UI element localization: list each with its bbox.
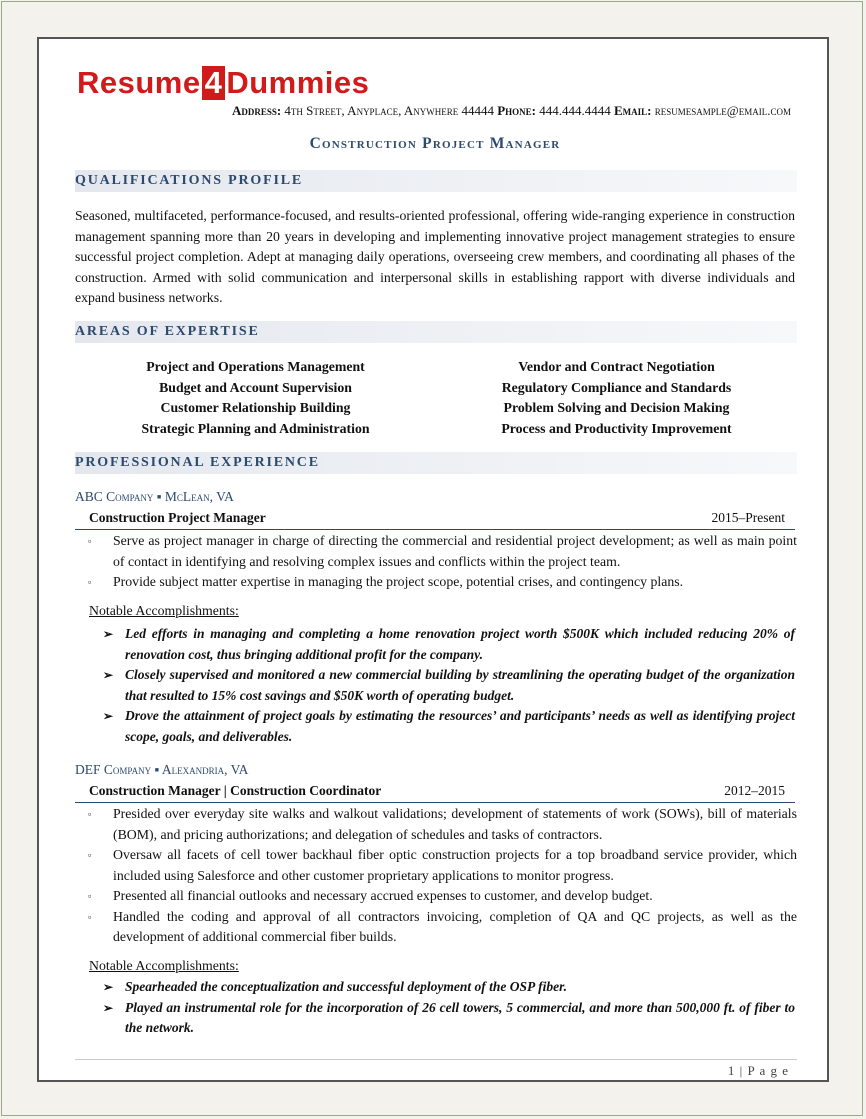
square-bullet-icon: ▫ xyxy=(88,911,92,922)
expertise-item: Regulatory Compliance and Standards xyxy=(501,379,732,395)
email-value: resumesample@email.com xyxy=(654,103,791,118)
section-qualifications: QUALIFICATIONS PROFILE xyxy=(75,170,797,192)
logo-text-dummies: Dummies xyxy=(226,65,370,100)
list-item: ➢ Led efforts in managing and completing a home renovation project worth $500K which included reducing 20% of renovation cost, thus bringing additional profit for the company. xyxy=(103,626,795,662)
arrow-bullet-icon: ➢ xyxy=(103,709,114,723)
expertise-item: Budget and Account Supervision xyxy=(159,379,352,395)
notable-accomplishments-label: Notable Accomplishments: xyxy=(89,603,239,618)
job-dates: 2012–2015 xyxy=(724,783,785,798)
list-item: ➢ Played an instrumental role for the incorporation of 26 cell towers, 5 commercial, and more than 500,000 ft. of fiber to the network. xyxy=(103,999,795,1035)
qualifications-paragraph: Seasoned, multifaceted, performance-focused, and results-oriented professional, offering wide-ranging experience in construction management spanning more than 20 years in developing and implementing innovative project management strategies to ensure successful project completion. Adept at managing daily operations, overseeing crew members, and coordinating all phases of the construction. Armed with solid communication and interpersonal skills in establishing rapport with diverse individuals and expand business networks. xyxy=(75,208,795,305)
company-name: ABC Company ▪ McLean, VA xyxy=(75,489,234,504)
list-item: ▫ Presented all financial outlooks and necessary accrued expenses to customer, and develop budget. xyxy=(75,886,797,907)
email-label: Email: xyxy=(614,103,652,118)
expertise-column-right xyxy=(436,357,797,439)
square-bullet-icon: ▫ xyxy=(88,809,92,819)
contact-line xyxy=(232,103,791,119)
square-bullet-icon: ▫ xyxy=(88,891,92,901)
expertise-item: Project and Operations Management xyxy=(146,359,365,374)
address-label: Address: xyxy=(231,103,282,118)
job-bullets xyxy=(75,531,797,593)
arrow-bullet-icon: ➢ xyxy=(103,1000,114,1015)
expertise-item: Customer Relationship Building xyxy=(160,400,351,415)
phone-label: Phone: xyxy=(497,103,537,118)
job-dates: 2015–Present xyxy=(711,510,785,525)
document-title: Construction Project Manager xyxy=(309,135,561,152)
job-role-row xyxy=(75,782,795,803)
list-item: ➢ Drove the attainment of project goals by estimating the resources’ and participants’ needs as well as identifying project scope, goals, and deliverables. xyxy=(103,708,795,744)
expertise-column-left xyxy=(75,357,436,439)
accomplishment-list xyxy=(75,624,795,747)
list-item: ▫ Serve as project manager in charge of directing the commercial and residential project development; as well as main point of contact in identifying and resolving complex issues and conflicts within the project team. xyxy=(88,533,797,569)
list-item: ▫ Handled the coding and approval of all contractors invoicing, completion of QA and QC projects, as well as the development of additional commercial fiber builds. xyxy=(88,908,797,944)
address-value: 4th Street, Anyplace, Anywhere 44444 xyxy=(284,103,494,118)
resume-page xyxy=(37,37,829,1082)
list-item: ▫ Provide subject matter expertise in managing the project scope, potential crises, and contingency plans. xyxy=(75,572,797,593)
resume4dummies-logo xyxy=(77,66,369,100)
square-bullet-icon: ▫ xyxy=(88,577,92,587)
list-item: ▫ Oversaw all facets of cell tower backhaul fiber optic construction projects for a top broadband service provider, which included using Salesforce and other customer proprietary applications to monitor progress. xyxy=(88,847,797,883)
arrow-bullet-icon: ➢ xyxy=(103,627,114,641)
list-item: ➢ Closely supervised and monitored a new commercial building by streamlining the operating budget of the organization that resulted to 15% cost savings and $50K worth of operating budget. xyxy=(103,667,795,703)
section-experience: PROFESSIONAL EXPERIENCE xyxy=(75,452,797,474)
company-name: DEF Company ▪ Alexandria, VA xyxy=(75,762,249,777)
expertise-list xyxy=(75,357,797,439)
square-bullet-icon: ▫ xyxy=(88,536,92,546)
square-bullet-icon: ▫ xyxy=(88,850,92,860)
list-item: ▫ Presided over everyday site walks and walkout validations; development of statements of work (SOWs), bill of materials (BOM), and pricing authorizations; and delegation of schedules and tasks of contractors. xyxy=(88,806,797,842)
expertise-item: Vendor and Contract Negotiation xyxy=(518,359,715,374)
expertise-item: Strategic Planning and Administration xyxy=(141,420,370,436)
job-title: Construction Project Manager xyxy=(89,510,266,525)
job-bullets xyxy=(75,804,797,948)
arrow-bullet-icon: ➢ xyxy=(103,980,114,994)
notable-accomplishments-label: Notable Accomplishments: xyxy=(89,958,239,973)
job-title: Construction Manager | Construction Coordinator xyxy=(89,783,382,798)
expertise-item: Process and Productivity Improvement xyxy=(501,420,732,436)
logo-text-resume: Resume xyxy=(77,65,201,100)
accomplishment-list xyxy=(75,977,795,1039)
page-number: 1 | P a g e xyxy=(727,1063,789,1078)
expertise-item: Problem Solving and Decision Making xyxy=(503,400,730,415)
arrow-bullet-icon: ➢ xyxy=(103,668,114,682)
logo-text-4: 4 xyxy=(202,66,226,100)
list-item: ➢ Spearheaded the conceptualization and successful deployment of the OSP fiber. xyxy=(75,977,795,998)
phone-value: 444.444.4444 xyxy=(539,103,611,118)
job-role-row xyxy=(75,509,795,530)
section-expertise: AREAS OF EXPERTISE xyxy=(75,321,797,343)
footer-divider xyxy=(75,1059,797,1060)
